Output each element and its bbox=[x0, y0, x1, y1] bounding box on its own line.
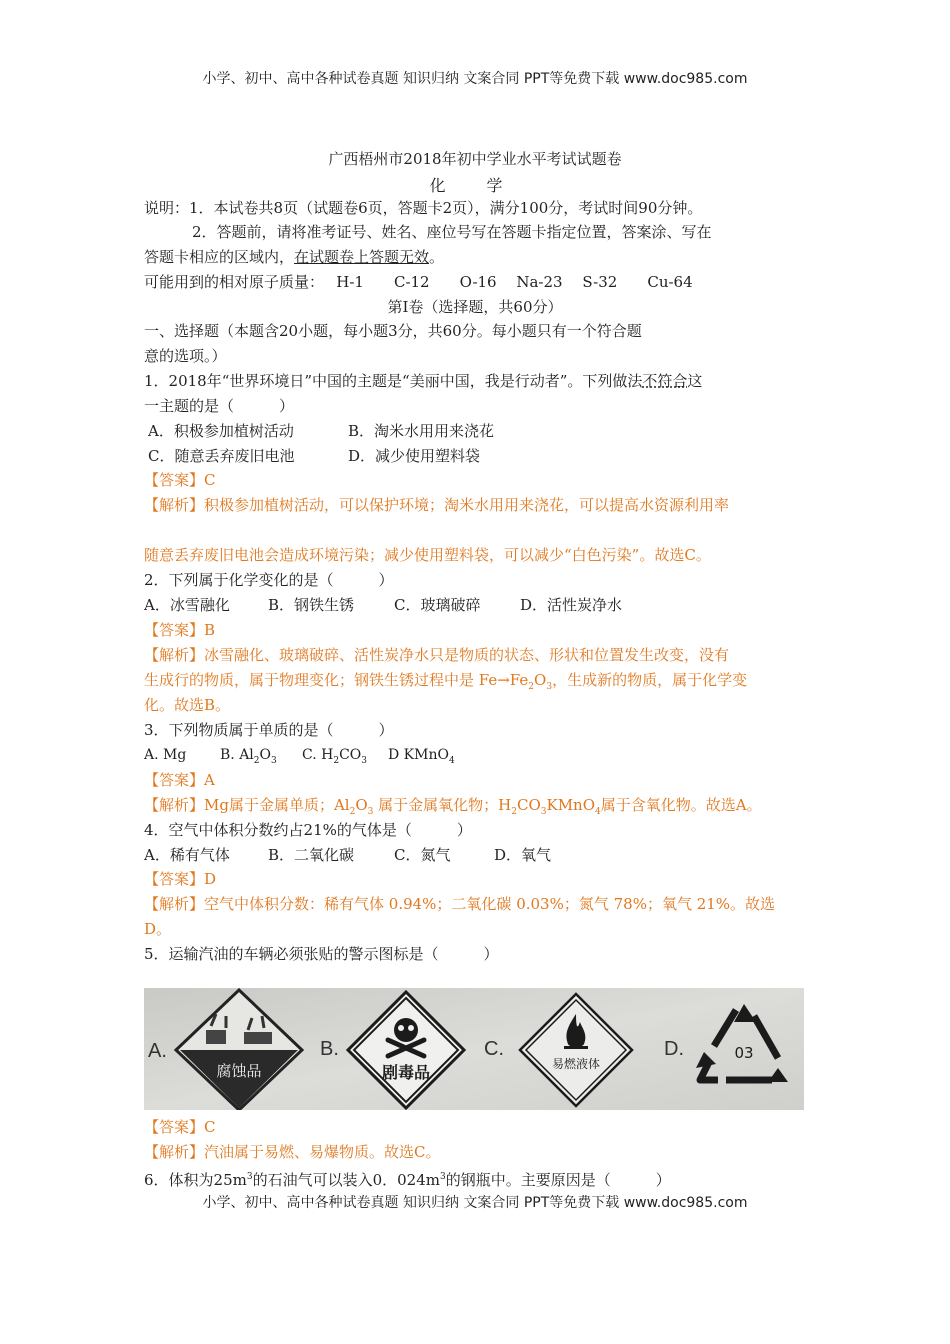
warning-signs-photo bbox=[144, 988, 804, 1110]
q4-explanation-1: 【解析】空气中体积分数：稀有气体 0.94%；二氧化碳 0.03%；氮气 78%；氧气 21%。故选 bbox=[144, 895, 776, 913]
q1-option-a: A．积极参加植树活动 bbox=[148, 422, 294, 440]
q3-option-a: A. Mg bbox=[144, 747, 187, 763]
atomic-mass: 可能用到的相对原子质量： H-1 C-12 O-16 Na-23 S-32 Cu-64 bbox=[144, 273, 693, 291]
q2-answer: 【答案】B bbox=[144, 621, 216, 639]
q4-answer: 【答案】D bbox=[144, 870, 217, 888]
q1-explanation-1: 【解析】积极参加植树活动，可以保护环境；淘米水用用来浇花，可以提高水资源利用率 bbox=[144, 496, 730, 514]
q1-option-c: C．随意丢弃废旧电池 bbox=[148, 447, 295, 465]
q4-options bbox=[144, 845, 551, 865]
section-intro-2: 意的选项。） bbox=[144, 347, 227, 365]
q4-option-b: B．二氧化碳 bbox=[268, 846, 355, 864]
corrosive-sign-text: 腐蚀品 bbox=[216, 1062, 262, 1080]
recycle-sign-text: 03 bbox=[734, 1044, 754, 1062]
q2-explanation-1: 【解析】冰雪融化、玻璃破碎、活性炭净水只是物质的状态、形状和位置发生改变，没有 bbox=[144, 646, 730, 664]
option-b-label: B. bbox=[320, 1038, 339, 1060]
q4-stem: 4．空气中体积分数约占21%的气体是（ ） bbox=[144, 821, 472, 839]
q1-options-row1 bbox=[148, 421, 494, 441]
q4-option-a: A．稀有气体 bbox=[144, 846, 230, 864]
q2-option-c: C．玻璃破碎 bbox=[394, 596, 481, 614]
subject-title: 化 学 bbox=[429, 176, 521, 195]
q4-option-c: C．氮气 bbox=[394, 846, 451, 864]
option-c-label: C. bbox=[484, 1038, 504, 1060]
page-footer: 小学、初中、高中各种试卷真题 知识归纳 文案合同 PPT等免费下载 www.doc985.com bbox=[202, 1195, 748, 1211]
toxic-sign-text: 剧毒品 bbox=[381, 1063, 431, 1082]
q3-options bbox=[144, 745, 455, 771]
q2-explanation-3: 化。故选B。 bbox=[144, 696, 231, 714]
q3-option-c: C. $H_2CO_3$ bbox=[302, 747, 367, 766]
q2-option-b: B．钢铁生锈 bbox=[268, 596, 355, 614]
q3-answer: 【答案】A bbox=[144, 771, 215, 789]
page-header: 小学、初中、高中各种试卷真题 知识归纳 文案合同 PPT等免费下载 www.doc985.com bbox=[202, 71, 748, 87]
q1-answer: 【答案】C bbox=[144, 471, 216, 489]
q1-options-row2 bbox=[148, 446, 480, 466]
section-title: 第Ⅰ卷（选择题，共60分） bbox=[387, 298, 563, 316]
option-d-label: D. bbox=[664, 1038, 684, 1060]
q4-option-d: D．氧气 bbox=[494, 846, 552, 864]
exam-title: 广西梧州市2018年初中学业水平考试试题卷 bbox=[328, 150, 622, 168]
q1-option-b: B．淘米水用用来浇花 bbox=[348, 422, 495, 440]
q4-explanation-2: D。 bbox=[144, 920, 172, 938]
q1-stem: 1．2018年“世界环境日”中国的主题是“美丽中国，我是行动者”。下列做法不符合这 bbox=[144, 372, 703, 390]
q3-option-d: D KMnO$_4$ bbox=[388, 747, 455, 766]
q2-explanation-2: 生成行的物质，属于物理变化；钢铁生锈过程中是 $Fe\to Fe_2O_3$，生成新的物质，属于化学变 bbox=[144, 671, 748, 692]
q5-answer: 【答案】C bbox=[144, 1118, 216, 1136]
note-2: 2．答题前，请将准考证号、姓名、座位号写在答题卡指定位置，答案涂、写在 bbox=[192, 223, 712, 241]
q2-option-a: A．冰雪融化 bbox=[144, 596, 230, 614]
q5-explanation: 【解析】汽油属于易燃、易爆物质。故选C。 bbox=[144, 1143, 441, 1161]
q2-options bbox=[144, 595, 622, 615]
q3-stem: 3．下列物质属于单质的是（ ） bbox=[144, 721, 394, 739]
note-3: 答题卡相应的区域内，在试题卷上答题无效。 bbox=[144, 248, 445, 266]
q3-option-b: B. $Al_2O_3$ bbox=[220, 747, 277, 766]
q5-stem: 5．运输汽油的车辆必须张贴的警示图标是（ ） bbox=[144, 945, 499, 963]
option-a-label: A. bbox=[148, 1040, 167, 1062]
q2-option-d: D．活性炭净水 bbox=[520, 596, 623, 614]
q3-explanation: 【解析】Mg属于金属单质；$Al_2O_3$ 属于金属氧化物；$H_2CO_3KMnO_4$属于含氧化物。故选A。 bbox=[144, 796, 762, 817]
q1-option-d: D．减少使用塑料袋 bbox=[348, 447, 481, 465]
section-intro-1: 一、选择题（本题含20小题，每小题3分，共60分。每小题只有一个符合题 bbox=[144, 322, 642, 340]
q1-stem-2: 一主题的是（ ） bbox=[144, 397, 295, 415]
q6-stem: 6．体积为$25m^3$的石油气可以装入0．$024m^3$的钢瓶中。主要原因是（ ） bbox=[144, 1171, 671, 1189]
note-1: 说明：1．本试卷共8页（试题卷6页，答题卡2页），满分100分，考试时间90分钟。 bbox=[144, 199, 703, 217]
warning-signs-figure bbox=[144, 988, 804, 1110]
flammable-sign-text: 易燃液体 bbox=[551, 1057, 601, 1071]
q2-stem: 2．下列属于化学变化的是（ ） bbox=[144, 571, 394, 589]
q1-explanation-2: 随意丢弃废旧电池会造成环境污染；减少使用塑料袋，可以减少“白色污染”。故选C。 bbox=[144, 546, 711, 564]
